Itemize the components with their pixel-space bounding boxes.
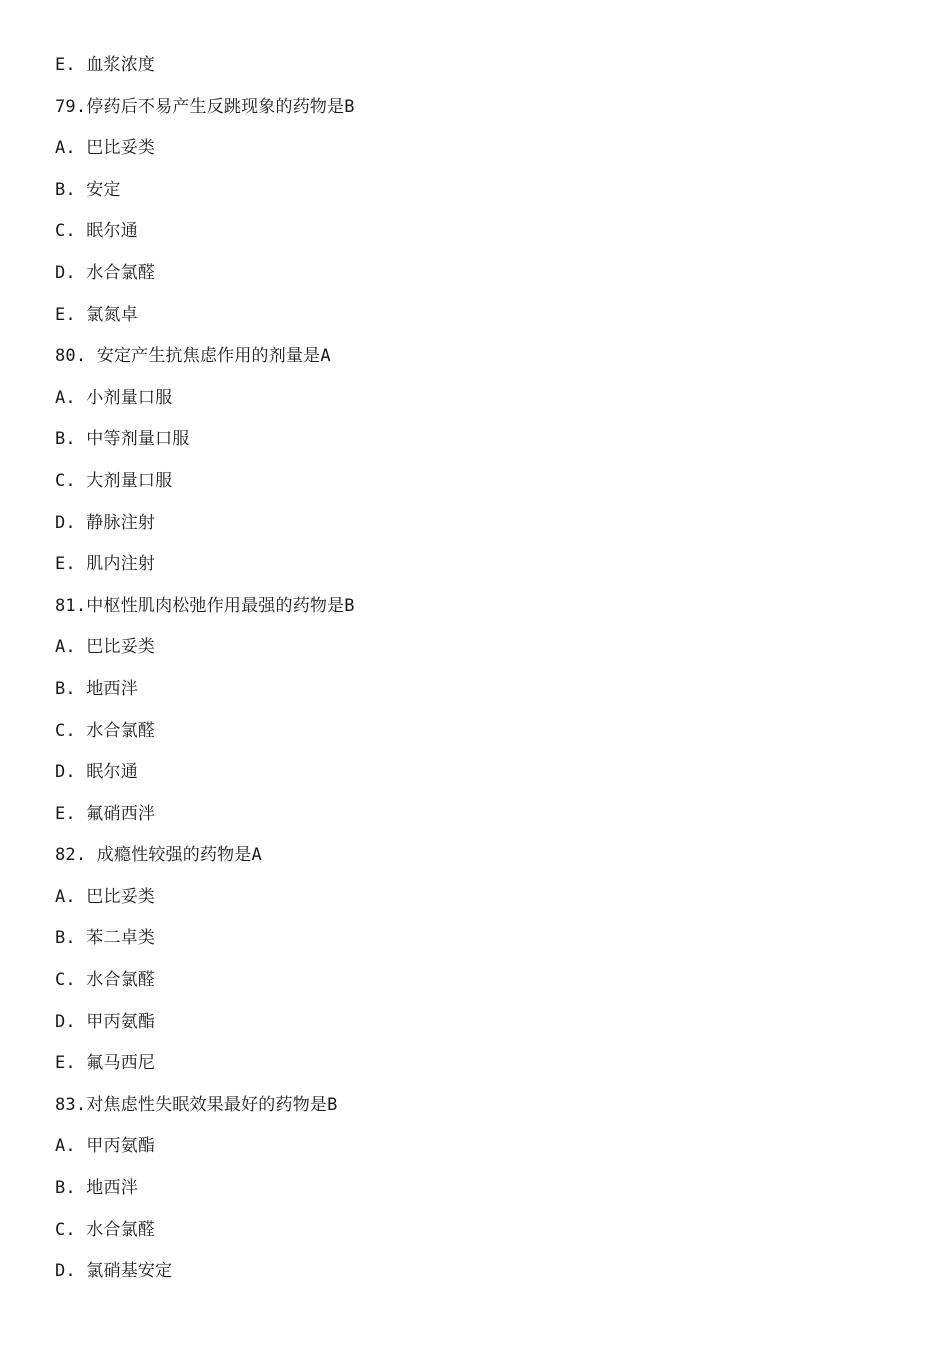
option-line: A. 巴比妥类 <box>55 886 156 907</box>
option-line: C. 水合氯醛 <box>55 970 156 991</box>
question-line: 81.中枢性肌肉松弛作用最强的药物是B <box>55 595 355 616</box>
option-line: B. 苯二卓类 <box>55 928 156 949</box>
option-line: D. 水合氯醛 <box>55 262 156 283</box>
option-line: A. 甲丙氨酯 <box>55 1136 156 1157</box>
question-line: 82. 成瘾性较强的药物是A <box>55 845 262 866</box>
option-line: E. 肌内注射 <box>55 554 156 575</box>
option-line: B. 地西泮 <box>55 1178 138 1199</box>
option-line: D. 眠尔通 <box>55 762 138 783</box>
option-line: E. 氟马西尼 <box>55 1053 156 1074</box>
option-line: E. 氯氮卓 <box>55 304 138 325</box>
option-line: A. 巴比妥类 <box>55 637 156 658</box>
option-line: B. 中等剂量口服 <box>55 429 190 450</box>
option-line: B. 安定 <box>55 179 121 200</box>
option-line: D. 氯硝基安定 <box>55 1261 173 1282</box>
option-line: A. 巴比妥类 <box>55 138 156 159</box>
option-line: C. 大剂量口服 <box>55 470 173 491</box>
option-line: D. 甲丙氨酯 <box>55 1011 156 1032</box>
document-page <box>55 45 915 1293</box>
option-line: B. 地西泮 <box>55 678 138 699</box>
option-line: C. 水合氯醛 <box>55 1219 156 1240</box>
option-line: C. 眠尔通 <box>55 221 138 242</box>
option-line: A. 小剂量口服 <box>55 387 173 408</box>
option-line: D. 静脉注射 <box>55 512 156 533</box>
question-line: 83.对焦虑性失眠效果最好的药物是B <box>55 1094 338 1115</box>
option-line: E. 血浆浓度 <box>55 55 156 75</box>
question-line: 79.停药后不易产生反跳现象的药物是B <box>55 96 355 117</box>
option-line: E. 氟硝西泮 <box>55 803 156 824</box>
question-line: 80. 安定产生抗焦虑作用的剂量是A <box>55 346 331 367</box>
option-line: C. 水合氯醛 <box>55 720 156 741</box>
